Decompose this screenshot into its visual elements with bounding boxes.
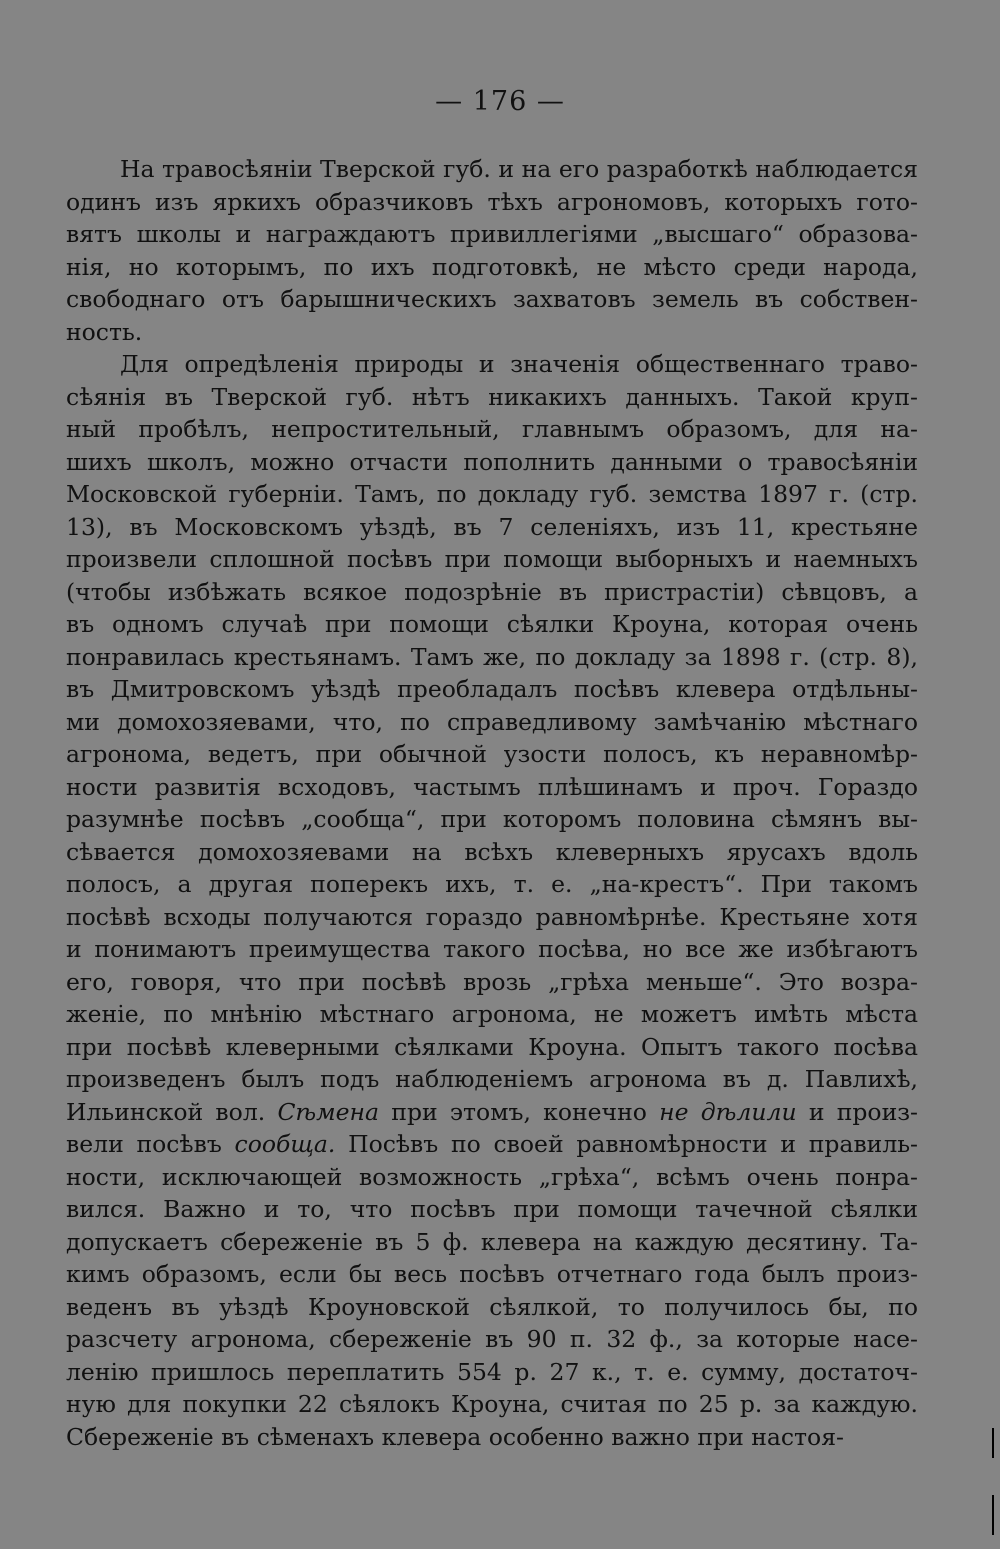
text-segment: Московской губерніи. Тамъ, по докладу губ. земства 1897 г. (стр. (66, 480, 918, 508)
text-line (66, 868, 918, 901)
text-line (66, 836, 918, 869)
text-line (66, 1128, 918, 1161)
text-line (66, 641, 918, 674)
text-line (66, 576, 918, 609)
scan-edge-mark (992, 1428, 994, 1458)
italic-text-segment: не дѣлили (659, 1097, 797, 1126)
text-segment: и понимаютъ преимущества такого посѣва, но все же избѣгаютъ (66, 935, 918, 963)
text-segment: въ Дмитровскомъ уѣздѣ преобладалъ посѣвъ клевера отдѣльны- (66, 675, 918, 703)
text-line (66, 511, 918, 544)
text-segment: разсчету агронома, сбереженіе въ 90 п. 32 ф., за которые насе- (66, 1325, 918, 1353)
body-text (66, 153, 918, 1453)
text-segment: агронома, ведетъ, при обычной узости полосъ, къ неравномѣр- (66, 740, 918, 768)
text-segment: въ одномъ случаѣ при помощи сѣялки Кроуна, которая очень (66, 610, 918, 638)
text-line (66, 381, 918, 414)
text-segment: разумнѣе посѣвъ „сообща“, при которомъ половина сѣмянъ вы- (66, 805, 918, 833)
text-line (66, 1291, 918, 1324)
text-line (66, 316, 918, 349)
text-segment: Посѣвъ по своей равномѣрности и правиль- (335, 1130, 918, 1158)
text-segment: при посѣвѣ клеверными сѣялками Кроуна. Опытъ такого посѣва (66, 1032, 918, 1061)
text-segment: ности развитія всходовъ, частымъ плѣшинамъ и проч. Гораздо (66, 772, 918, 801)
text-segment: женіе, по мнѣнію мѣстнаго агронома, не можетъ имѣть мѣста (66, 1000, 918, 1028)
text-line (66, 446, 918, 479)
text-segment: произведенъ былъ подъ наблюденіемъ агронома въ д. Павлихѣ, (66, 1065, 918, 1093)
paragraph (66, 348, 918, 1453)
text-line (66, 1388, 918, 1421)
text-line (66, 1258, 918, 1291)
text-segment: ности, исключающей возможность „грѣха“, всѣмъ очень понра- (66, 1162, 918, 1191)
text-line (66, 186, 918, 219)
text-segment: ный пробѣлъ, непростительный, главнымъ образомъ, для на- (66, 415, 918, 443)
text-line (66, 1356, 918, 1389)
text-segment: одинъ изъ яркихъ образчиковъ тѣхъ агрономовъ, которыхъ гото- (66, 187, 918, 216)
text-segment: и произ- (796, 1097, 918, 1126)
text-line (66, 998, 918, 1031)
text-segment: Для опредѣленія природы и значенія общественнаго траво- (120, 350, 918, 378)
text-line (66, 1421, 918, 1454)
text-line (66, 413, 918, 446)
text-segment: вился. Важно и то, что посѣвъ при помощи тачечной сѣялки (66, 1195, 918, 1223)
text-segment: ность. (66, 317, 143, 346)
text-segment: Ильинской вол. (66, 1097, 278, 1126)
text-segment: свободнаго отъ барышническихъ захватовъ земель въ собствен- (66, 285, 918, 313)
text-line (66, 1161, 918, 1194)
italic-text-segment: Сѣмена (277, 1097, 380, 1126)
text-segment: допускаетъ сбереженіе въ 5 ф. клевера на каждую десятину. Та- (66, 1227, 918, 1256)
text-line (66, 933, 918, 966)
text-segment: вятъ школы и награждаютъ привиллегіями „высшаго“ образова- (66, 220, 918, 248)
text-segment: На травосѣяніи Тверской губ. и на его разработкѣ наблюдается (120, 155, 918, 183)
text-segment: шихъ школъ, можно отчасти пополнить данными о травосѣяніи (66, 447, 918, 476)
text-line (66, 738, 918, 771)
text-line (66, 1323, 918, 1356)
scan-edge-mark (992, 1495, 994, 1535)
text-line (66, 153, 918, 186)
text-line (66, 251, 918, 284)
text-line (66, 673, 918, 706)
text-segment: кимъ образомъ, если бы весь посѣвъ отчетнаго года былъ произ- (66, 1260, 918, 1288)
text-line (66, 1063, 918, 1096)
text-segment: при этомъ, конечно (379, 1097, 660, 1126)
text-segment: (чтобы избѣжать всякое подозрѣніе въ пристрастіи) сѣвцовъ, а (66, 577, 918, 606)
text-segment: посѣвѣ всходы получаются гораздо равномѣрнѣе. Крестьяне хотя (66, 902, 918, 931)
text-line (66, 771, 918, 804)
text-segment: веденъ въ уѣздѣ Кроуновской сѣялкой, то получилось бы, по (66, 1292, 918, 1321)
text-segment: понравилась крестьянамъ. Тамъ же, по докладу за 1898 г. (стр. 8), (66, 642, 918, 671)
text-line (66, 803, 918, 836)
text-line (66, 1096, 918, 1129)
text-line (66, 543, 918, 576)
text-line (66, 1031, 918, 1064)
text-line (66, 1226, 918, 1259)
text-segment: 13), въ Московскомъ уѣздѣ, въ 7 селеніяхъ, изъ 11, крестьяне (66, 512, 918, 541)
text-segment: ленію пришлось переплатить 554 р. 27 к., т. е. сумму, достаточ- (66, 1357, 918, 1386)
text-segment: нія, но которымъ, по ихъ подготовкѣ, не мѣсто среди народа, (66, 252, 918, 281)
text-segment: Сбереженіе въ сѣменахъ клевера особенно важно при настоя- (66, 1422, 844, 1451)
text-line (66, 706, 918, 739)
paragraph (66, 153, 918, 348)
text-segment: произвели сплошной посѣвъ при помощи выборныхъ и наемныхъ (66, 545, 918, 573)
text-segment: ми домохозяевами, что, по справедливому замѣчанію мѣстнаго (66, 707, 918, 736)
text-segment: вели посѣвъ (66, 1130, 235, 1158)
page-number: — 176 — (435, 86, 565, 117)
text-segment: ную для покупки 22 сѣялокъ Кроуна, считая по 25 р. за каждую. (66, 1390, 918, 1418)
italic-text-segment: сообща. (234, 1130, 336, 1158)
text-segment: сѣвается домохозяевами на всѣхъ клеверныхъ ярусахъ вдоль (66, 837, 918, 866)
text-segment: полосъ, а другая поперекъ ихъ, т. е. „на-крестъ“. При такомъ (66, 870, 918, 898)
text-line (66, 283, 918, 316)
text-segment: его, говоря, что при посѣвѣ врозь „грѣха меньше“. Это возра- (66, 967, 918, 996)
text-line (66, 608, 918, 641)
text-segment: сѣянія въ Тверской губ. нѣтъ никакихъ данныхъ. Такой круп- (66, 382, 918, 411)
text-line (66, 901, 918, 934)
text-line (66, 478, 918, 511)
text-line (66, 966, 918, 999)
text-line (66, 1193, 918, 1226)
text-line (66, 348, 918, 381)
text-line (66, 218, 918, 251)
